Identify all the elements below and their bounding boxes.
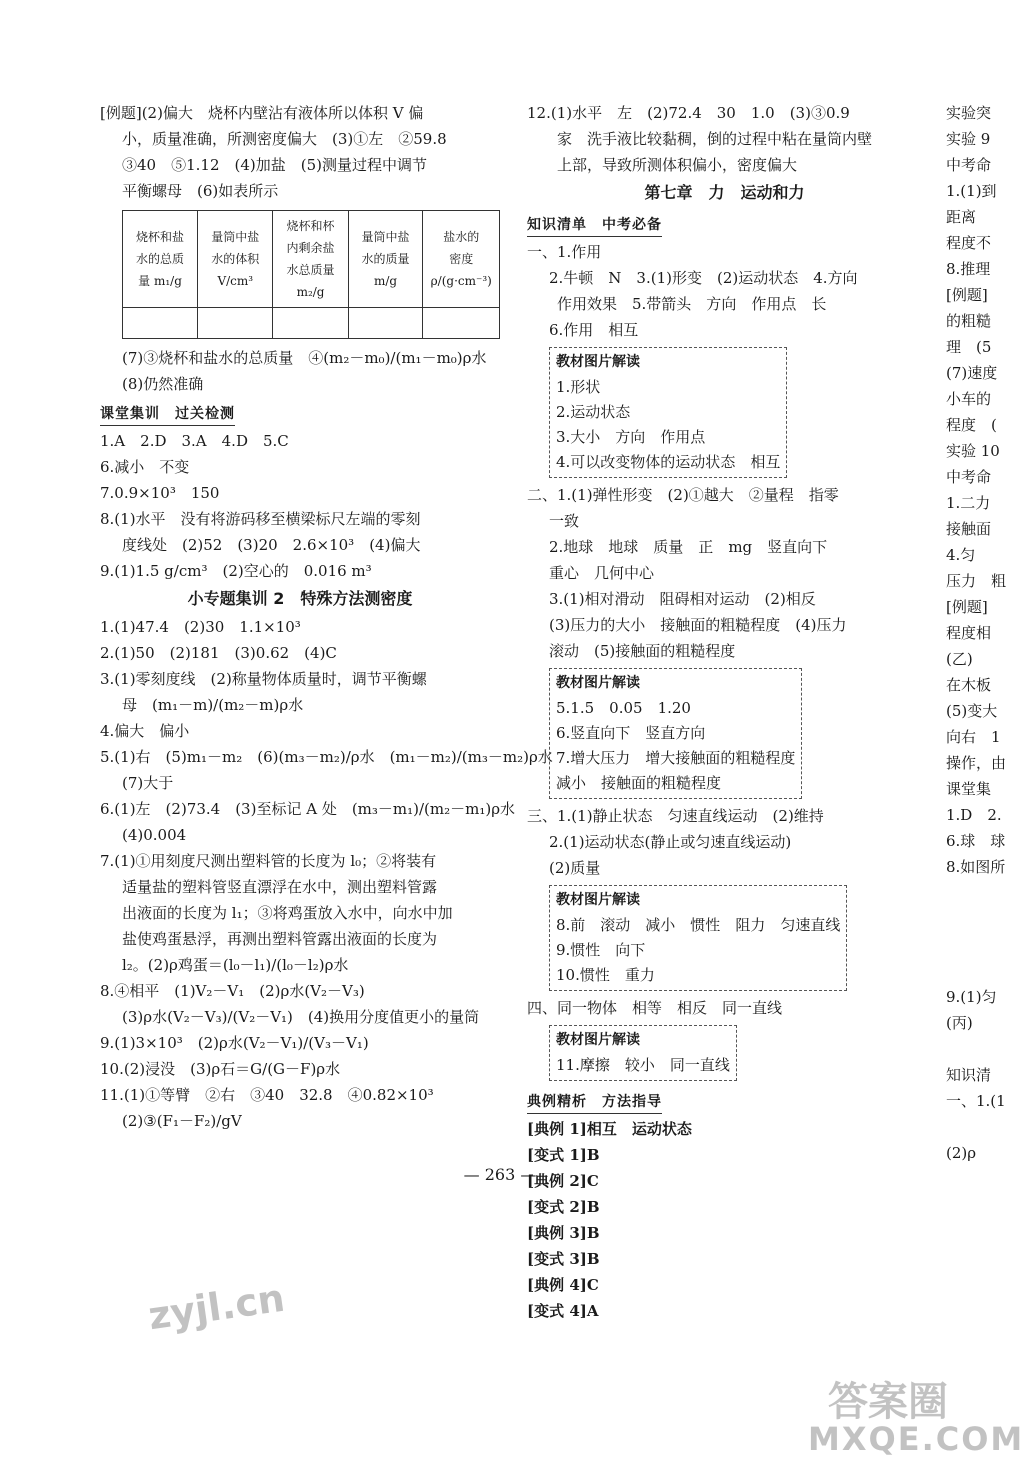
example-item: [变式 2]B: [527, 1198, 600, 1216]
section-heading: 知识清单 中考必备: [527, 214, 662, 237]
clipped-line: [946, 1036, 1006, 1062]
page-number: — 263 —: [463, 1165, 537, 1184]
clipped-line: [946, 906, 1006, 932]
clipped-line: 程度相: [946, 624, 992, 642]
answer-line: 母 (m₁－m)/(m₂－m)ρ水: [122, 696, 304, 714]
textbook-figure-box: [549, 668, 802, 799]
chapter-title: 第七章 力 运动和力: [644, 183, 805, 202]
example-item: [变式 3]B: [527, 1250, 600, 1268]
clipped-line: 程度 (: [946, 416, 997, 434]
answer-line: 3.(1)相对滑动 阻碍相对运动 (2)相反: [549, 590, 816, 608]
table-cell: [348, 308, 423, 339]
clipped-line: 1.(1)到: [946, 182, 997, 200]
table-cell: [123, 308, 198, 339]
answer-line: (4)0.004: [122, 826, 187, 844]
example-item: [典例 4]C: [527, 1276, 599, 1294]
clipped-line: 知识清: [946, 1066, 992, 1084]
example-item: [典例 2]C: [527, 1172, 599, 1190]
middle-column: [527, 100, 922, 1324]
box-line: 2.运动状态: [556, 403, 631, 421]
clipped-line: 8.推理: [946, 260, 991, 278]
table-header: 烧杯和杯 内剩余盐 水总质量 m₂/g: [273, 211, 348, 308]
answer-line: 二、1.(1)弹性形变 (2)①越大 ②量程 指零: [527, 486, 839, 504]
answer-line: 6.(1)左 (2)73.4 (3)至标记 A 处 (m₃－m₁)/(m₂－m₁)ρ水: [100, 800, 516, 818]
data-table: [122, 210, 500, 339]
answer-line: (3)ρ水(V₂－V₃)/(V₂－V₁) (4)换用分度值更小的量筒: [122, 1008, 480, 1026]
example-item: [变式 4]A: [527, 1302, 599, 1320]
answer-line: (2)③(F₁－F₂)/gV: [122, 1112, 242, 1130]
clipped-line: [例题]: [946, 598, 988, 616]
answer-line: 2.地球 地球 质量 正 mg 竖直向下: [549, 538, 828, 556]
clipped-line: 小车的: [946, 390, 992, 408]
answer-line: 家 洗手液比较黏稠，倒的过程中粘在量筒内壁: [557, 130, 873, 148]
answer-line: 5.(1)右 (5)m₁－m₂ (6)(m₃－m₂)/ρ水 (m₁－m₂)/(m₃－m₂)ρ水: [100, 748, 553, 766]
example-item: [典例 1]相互 运动状态: [527, 1120, 692, 1138]
clipped-line: (5)变大: [946, 702, 998, 720]
answer-line: 2.(1)50 (2)181 (3)0.62 (4)C: [100, 644, 337, 662]
watermark: MXQE.COM: [808, 1420, 1024, 1458]
box-line: 4.可以改变物体的运动状态 相互: [556, 453, 781, 471]
answer-line: 3.(1)零刻度线 (2)称量物体质量时，调节平衡螺: [100, 670, 427, 688]
answer-line: (8)仍然准确: [122, 375, 204, 393]
clipped-line: 操作，由: [946, 754, 1007, 772]
answer-line: (2)质量: [549, 859, 601, 877]
clipped-line: [946, 958, 1006, 984]
table-header: 盐水的 密度 ρ/(g·cm⁻³): [423, 211, 500, 308]
box-line: 6.竖直向下 竖直方向: [556, 724, 706, 742]
box-line: 10.惯性 重力: [556, 966, 655, 984]
answer-line: 1.A 2.D 3.A 4.D 5.C: [100, 432, 289, 450]
clipped-line: 实验突: [946, 104, 992, 122]
textbook-figure-box: [549, 885, 847, 991]
answer-line: 一、1.作用: [527, 243, 602, 261]
answer-line: 9.(1)1.5 g/cm³ (2)空心的 0.016 m³: [100, 562, 372, 580]
box-line: 5.1.5 0.05 1.20: [556, 699, 691, 717]
section-heading: 课堂集训 过关检测: [100, 403, 235, 426]
answer-line: 四、同一物体 相等 相反 同一直线: [527, 999, 783, 1017]
left-column: [100, 100, 553, 1134]
section-heading: 典例精析 方法指导: [527, 1091, 662, 1114]
clipped-line: 压力 粗: [946, 572, 1007, 590]
box-line: 7.增大压力 增大接触面的粗糙程度: [556, 749, 796, 767]
answer-line: 盐使鸡蛋悬浮，再测出塑料管露出液面的长度为: [122, 930, 438, 948]
answer-line: l₂。(2)ρ鸡蛋＝(l₀－l₁)/(l₀－l₂)ρ水: [122, 956, 349, 974]
answer-line: 6.作用 相互: [549, 321, 639, 339]
clipped-line: 课堂集: [946, 780, 992, 798]
clipped-line: [946, 1114, 1006, 1140]
clipped-line: 理 (5: [946, 338, 992, 356]
clipped-line: 距离: [946, 208, 977, 226]
table-header: 量筒中盐 水的体积 V/cm³: [198, 211, 273, 308]
clipped-line: [例题]: [946, 286, 988, 304]
clipped-line: (2)ρ: [946, 1144, 977, 1162]
box-line: 减小 接触面的粗糙程度: [556, 774, 722, 792]
box-heading: 教材图片解读: [556, 892, 640, 908]
answer-line: 一致: [549, 512, 580, 530]
clipped-line: [946, 932, 1006, 958]
table-cell: [273, 308, 348, 339]
answer-line: (7)③烧杯和盐水的总质量 ④(m₂－m₀)/(m₁－m₀)ρ水: [122, 349, 487, 367]
answer-line: 7.(1)①用刻度尺测出塑料管的长度为 l₀；②将装有: [100, 852, 437, 870]
example-answer-line: 平衡螺母 (6)如表所示: [122, 182, 279, 200]
clipped-line: 9.(1)匀: [946, 988, 997, 1006]
clipped-line: 4.匀: [946, 546, 976, 564]
example-answer-line: ③40 ⑤1.12 (4)加盐 (5)测量过程中调节: [122, 156, 427, 174]
answer-line: 4.偏大 偏小: [100, 722, 190, 740]
answer-line: 适量盐的塑料管竖直漂浮在水中，测出塑料管露: [122, 878, 438, 896]
clipped-line: 1.D 2.: [946, 806, 1002, 824]
box-line: 1.形状: [556, 378, 601, 396]
watermark-logo: 答案圈: [828, 1379, 948, 1425]
textbook-figure-box: [549, 347, 787, 478]
answer-line: 11.(1)①等臂 ②右 ③40 32.8 ④0.82×10³: [100, 1086, 434, 1104]
textbook-figure-box: [549, 1025, 737, 1081]
right-column-clipped: [946, 100, 1006, 1166]
answer-line: 滚动 (5)接触面的粗糙程度: [549, 642, 736, 660]
clipped-line: (丙): [946, 1014, 973, 1032]
answer-line: 重心 几何中心: [549, 564, 655, 582]
box-heading: 教材图片解读: [556, 354, 640, 370]
table-header: 量筒中盐 水的质量 m/g: [348, 211, 423, 308]
box-line: 11.摩擦 较小 同一直线: [556, 1056, 730, 1074]
box-line: 9.惯性 向下: [556, 941, 646, 959]
table-cell: [423, 308, 500, 339]
example-item: [典例 3]B: [527, 1224, 600, 1242]
clipped-line: 一、1.(1: [946, 1092, 1006, 1110]
box-line: 8.前 滚动 减小 惯性 阻力 匀速直线: [556, 916, 841, 934]
clipped-line: 中考命: [946, 156, 992, 174]
answer-line: 12.(1)水平 左 (2)72.4 30 1.0 (3)③0.9: [527, 104, 850, 122]
clipped-line: 在木板: [946, 676, 992, 694]
answer-line: 10.(2)浸没 (3)ρ石＝G/(G－F)ρ水: [100, 1060, 341, 1078]
topic-title: 小专题集训 2 特殊方法测密度: [187, 589, 413, 608]
answer-line: 度线处 (2)52 (3)20 2.6×10³ (4)偏大: [122, 536, 421, 554]
clipped-line: 中考命: [946, 468, 992, 486]
clipped-line: (乙): [946, 650, 973, 668]
box-line: 3.大小 方向 作用点: [556, 428, 706, 446]
box-heading: 教材图片解读: [556, 675, 640, 691]
answer-line: 8.④相平 (1)V₂－V₁ (2)ρ水(V₂－V₃): [100, 982, 365, 1000]
box-heading: 教材图片解读: [556, 1032, 640, 1048]
answer-line: 2.牛顿 N 3.(1)形变 (2)运动状态 4.方向: [549, 269, 858, 287]
clipped-line: 的粗糙: [946, 312, 992, 330]
watermark: zyjl.cn: [145, 1275, 288, 1339]
clipped-line: (7)速度: [946, 364, 998, 382]
clipped-line: 1.二力: [946, 494, 991, 512]
clipped-line: 接触面: [946, 520, 992, 538]
example-answer-line: [例题](2)偏大 烧杯内壁沾有液体所以体积 V 偏: [100, 104, 424, 122]
clipped-line: [946, 880, 1006, 906]
table-header: 烧杯和盐 水的总质 量 m₁/g: [123, 211, 198, 308]
clipped-line: 实验 9: [946, 130, 991, 148]
answer-line: 2.(1)运动状态(静止或匀速直线运动): [549, 833, 792, 851]
answer-line: 1.(1)47.4 (2)30 1.1×10³: [100, 618, 301, 636]
clipped-line: 8.如图所: [946, 858, 1006, 876]
table-cell: [198, 308, 273, 339]
answer-line: 7.0.9×10³ 150: [100, 484, 220, 502]
answer-line: 上部，导致所测体积偏小，密度偏大: [557, 156, 798, 174]
answer-line: (7)大于: [122, 774, 174, 792]
answer-line: 8.(1)水平 没有将游码移至横梁标尺左端的零刻: [100, 510, 421, 528]
clipped-line: 6.球 球: [946, 832, 1006, 850]
answer-line: 作用效果 5.带箭头 方向 作用点 长: [557, 295, 827, 313]
answer-line: 6.减小 不变: [100, 458, 190, 476]
clipped-line: 程度不: [946, 234, 992, 252]
answer-line: 9.(1)3×10³ (2)ρ水(V₂－V₁)/(V₃－V₁): [100, 1034, 369, 1052]
clipped-line: 实验 10: [946, 442, 1000, 460]
example-answer-line: 小，质量准确，所测密度偏大 (3)①左 ②59.8: [122, 130, 447, 148]
answer-line: 出液面的长度为 l₁；③将鸡蛋放入水中，向水中加: [122, 904, 453, 922]
clipped-line: 向右 1: [946, 728, 1001, 746]
answer-line: (3)压力的大小 接触面的粗糙程度 (4)压力: [549, 616, 847, 634]
answer-line: 三、1.(1)静止状态 匀速直线运动 (2)维持: [527, 807, 824, 825]
example-item: [变式 1]B: [527, 1146, 600, 1164]
